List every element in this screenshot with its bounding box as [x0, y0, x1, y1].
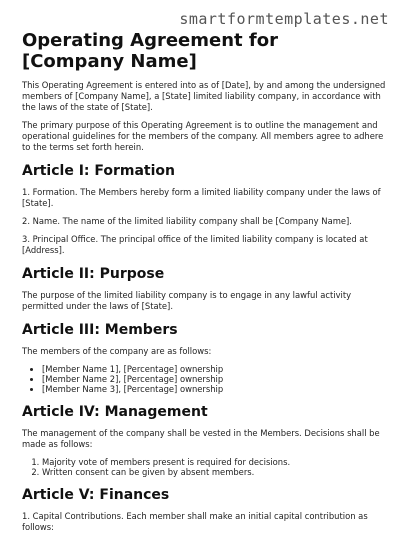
intro-paragraph: This Operating Agreement is entered into as of [Date], by and among the undersigned members of [Company Name], a [State] limited liability company, in accordance with the laws of the state of [State].: [22, 80, 386, 112]
article-paragraph: 1. Formation. The Members hereby form a limited liability company under the laws of [State].: [22, 187, 381, 208]
list-item: • [Member Name 3], [Percentage] ownership: [42, 384, 386, 394]
article-paragraph: 1. Capital Contributions. Each member shall make an initial capital contribution as follows:: [22, 511, 368, 532]
article-heading: Article I: Formation: [22, 163, 176, 179]
watermark: smartformtemplates.net: [179, 10, 389, 28]
intro-paragraph: The primary purpose of this Operating Agreement is to outline the management and operational guidelines for the members of the company. All members agree to adhere to the terms set forth herein.: [22, 120, 384, 152]
article-paragraph: The purpose of the limited liability company is to engage in any lawful activity permitted under the laws of [State].: [22, 290, 352, 311]
list-item: • [Member Name 2], [Percentage] ownership: [42, 374, 386, 384]
article-paragraph: The management of the company shall be vested in the Members. Decisions shall be made as follows:: [22, 428, 380, 449]
decisions-list: [22, 457, 386, 477]
article-heading: Article V: Finances: [22, 487, 170, 503]
members-list: [22, 364, 386, 394]
article-paragraph: 3. Principal Office. The principal office of the limited liability company is located at [Address].: [22, 234, 368, 255]
document-title: Operating Agreement for [Company Name]: [22, 30, 278, 72]
list-item: • [Member Name 1], [Percentage] ownership: [42, 364, 386, 374]
article-heading: Article IV: Management: [22, 404, 208, 420]
document-body: [22, 30, 386, 540]
list-item: 2. Written consent can be given by absent members.: [42, 467, 386, 477]
list-item: 1. Majority vote of members present is required for decisions.: [42, 457, 386, 467]
article-heading: Article III: Members: [22, 322, 178, 338]
article-heading: Article II: Purpose: [22, 266, 165, 282]
article-paragraph: 2. Name. The name of the limited liability company shall be [Company Name].: [22, 216, 352, 226]
article-paragraph: The members of the company are as follows:: [22, 346, 212, 356]
